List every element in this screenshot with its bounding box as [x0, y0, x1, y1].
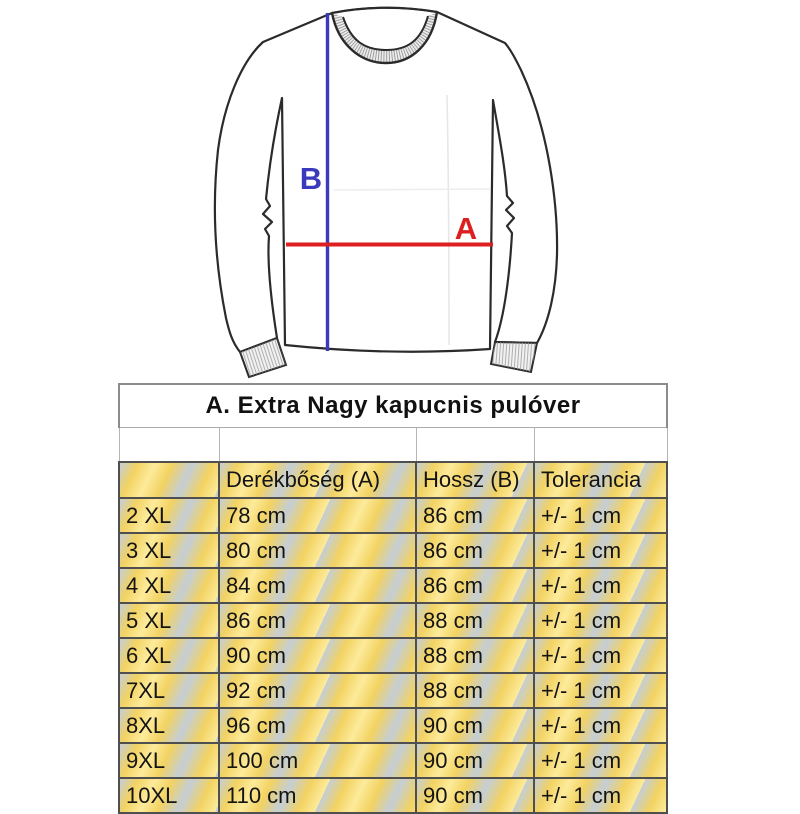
length-cell: 86 cm	[416, 533, 534, 568]
length-cell: 88 cm	[416, 603, 534, 638]
waist-cell: 100 cm	[219, 743, 416, 778]
waist-cell: 96 cm	[219, 708, 416, 743]
tolerance-cell: +/- 1 cm	[534, 673, 667, 708]
table-title: A. Extra Nagy kapucnis pulóver	[119, 384, 667, 428]
length-cell: 86 cm	[416, 498, 534, 533]
size-cell: 6 XL	[119, 638, 219, 673]
size-cell: 10XL	[119, 778, 219, 813]
length-label-b: B	[299, 161, 323, 196]
table-row	[119, 708, 667, 743]
tolerance-cell: +/- 1 cm	[534, 708, 667, 743]
size-table	[118, 383, 668, 814]
sweater-diagram-svg	[0, 0, 800, 392]
spacer-cell	[534, 428, 667, 463]
length-cell: 88 cm	[416, 673, 534, 708]
table-row	[119, 568, 667, 603]
column-header-tolerance: Tolerancia	[534, 462, 667, 498]
table-title-row	[119, 384, 667, 428]
right-cuff	[491, 342, 537, 372]
length-cell: 88 cm	[416, 638, 534, 673]
fabric-crease-horizontal	[333, 189, 490, 190]
size-chart	[118, 383, 666, 814]
table-row	[119, 533, 667, 568]
table-header-row	[119, 462, 667, 498]
spacer-cell	[119, 428, 219, 463]
waist-cell: 110 cm	[219, 778, 416, 813]
column-header-waist: Derékbőség (A)	[219, 462, 416, 498]
tolerance-cell: +/- 1 cm	[534, 498, 667, 533]
column-header-size	[119, 462, 219, 498]
table-spacer-row	[119, 428, 667, 463]
width-label-a: A	[454, 211, 478, 246]
waist-cell: 90 cm	[219, 638, 416, 673]
tolerance-cell: +/- 1 cm	[534, 533, 667, 568]
tolerance-cell: +/- 1 cm	[534, 743, 667, 778]
length-cell: 90 cm	[416, 708, 534, 743]
size-cell: 7XL	[119, 673, 219, 708]
length-cell: 90 cm	[416, 743, 534, 778]
table-row	[119, 673, 667, 708]
table-row	[119, 743, 667, 778]
spacer-cell	[219, 428, 416, 463]
waist-cell: 80 cm	[219, 533, 416, 568]
length-cell: 90 cm	[416, 778, 534, 813]
table-row	[119, 638, 667, 673]
column-header-length: Hossz (B)	[416, 462, 534, 498]
waist-cell: 78 cm	[219, 498, 416, 533]
tolerance-cell: +/- 1 cm	[534, 568, 667, 603]
size-cell: 5 XL	[119, 603, 219, 638]
waist-cell: 86 cm	[219, 603, 416, 638]
size-cell: 4 XL	[119, 568, 219, 603]
waist-cell: 84 cm	[219, 568, 416, 603]
table-row	[119, 778, 667, 813]
table-row	[119, 498, 667, 533]
tolerance-cell: +/- 1 cm	[534, 603, 667, 638]
tolerance-cell: +/- 1 cm	[534, 778, 667, 813]
size-cell: 2 XL	[119, 498, 219, 533]
sweater-measurement-diagram	[0, 0, 800, 392]
table-row	[119, 603, 667, 638]
size-cell: 8XL	[119, 708, 219, 743]
spacer-cell	[416, 428, 534, 463]
tolerance-cell: +/- 1 cm	[534, 638, 667, 673]
length-cell: 86 cm	[416, 568, 534, 603]
size-cell: 3 XL	[119, 533, 219, 568]
size-cell: 9XL	[119, 743, 219, 778]
waist-cell: 92 cm	[219, 673, 416, 708]
